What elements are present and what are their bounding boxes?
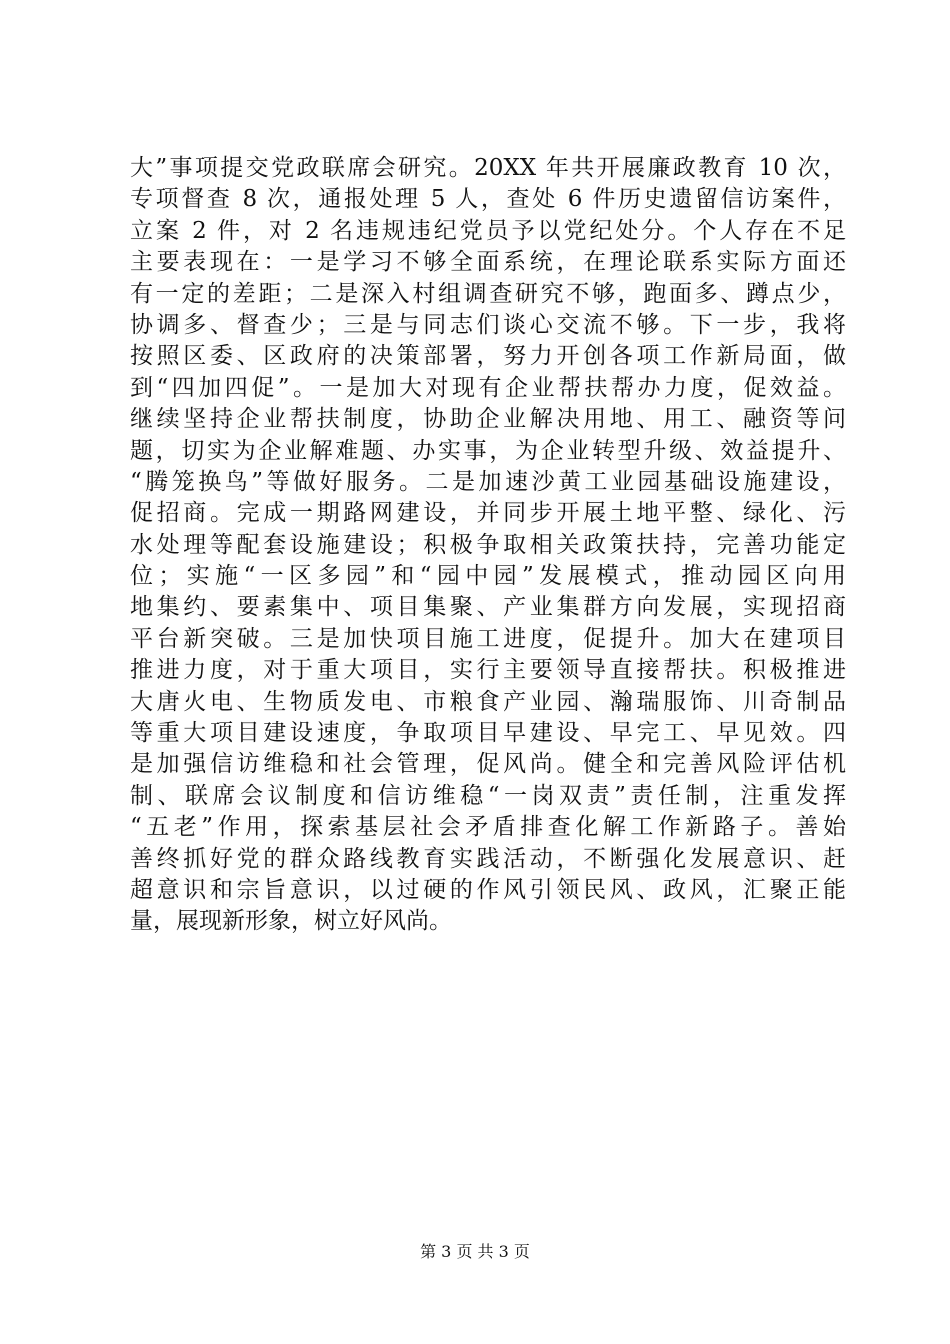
paragraph-line: 题，切实为企业解难题、办实事，为企业转型升级、效益提升、	[130, 437, 846, 464]
paragraph-line: 继续坚持企业帮扶制度，协助企业解决用地、用工、融资等问	[130, 406, 846, 433]
paragraph-line: 平台新突破。三是加快项目施工进度，促提升。加大在建项目	[130, 625, 846, 652]
paragraph-line: 立案 2 件，对 2 名违规违纪党员予以党纪处分。个人存在不足	[130, 217, 846, 244]
page-footer: 第 3 页 共 3 页	[420, 1242, 530, 1261]
paragraph-line: 专项督查 8 次，通报处理 5 人，查处 6 件历史遗留信访案件，	[130, 186, 846, 213]
paragraph-line: 大唐火电、生物质发电、市粮食产业园、瀚瑞服饰、川奇制品	[130, 688, 846, 715]
paragraph-line: “腾笼换鸟”等做好服务。二是加速沙黄工业园基础设施建设，	[130, 468, 846, 495]
paragraph-line: 大”事项提交党政联席会研究。20XX 年共开展廉政教育 10 次，	[130, 155, 846, 181]
paragraph-line: 量，展现新形象，树立好风尚。	[130, 908, 452, 935]
paragraph-line: 水处理等配套设施建设；积极争取相关政策扶持，完善功能定	[130, 531, 846, 558]
paragraph-line: 协调多、督查少；三是与同志们谈心交流不够。下一步，我将	[130, 311, 846, 338]
paragraph-line: 有一定的差距；二是深入村组调查研究不够，跑面多、蹲点少，	[130, 280, 846, 307]
body-paragraph	[130, 153, 846, 938]
paragraph-line: 推进力度，对于重大项目，实行主要领导直接帮扶。积极推进	[130, 657, 846, 684]
paragraph-line: 地集约、要素集中、项目集聚、产业集群方向发展，实现招商	[130, 594, 846, 621]
paragraph-line: 等重大项目建设速度，争取项目早建设、早完工、早见效。四	[130, 720, 846, 747]
paragraph-line: 位；实施“一区多园”和“园中园”发展模式，推动园区向用	[130, 563, 846, 590]
paragraph-line: 按照区委、区政府的决策部署，努力开创各项工作新局面，做	[130, 343, 846, 370]
paragraph-line: “五老”作用，探索基层社会矛盾排查化解工作新路子。善始	[130, 814, 846, 841]
paragraph-line: 是加强信访维稳和社会管理，促风尚。健全和完善风险评估机	[130, 751, 846, 778]
paragraph-line: 到“四加四促”。一是加大对现有企业帮扶帮办力度，促效益。	[130, 374, 846, 401]
paragraph-line: 主要表现在：一是学习不够全面系统，在理论联系实际方面还	[130, 249, 846, 276]
paragraph-line: 超意识和宗旨意识，以过硬的作风引领民风、政风，汇聚正能	[130, 876, 846, 903]
paragraph-line: 促招商。完成一期路网建设，并同步开展土地平整、绿化、污	[130, 500, 846, 527]
paragraph-line: 制、联席会议制度和信访维稳“一岗双责”责任制，注重发挥	[130, 782, 846, 809]
paragraph-line: 善终抓好党的群众路线教育实践活动，不断强化发展意识、赶	[130, 845, 846, 872]
